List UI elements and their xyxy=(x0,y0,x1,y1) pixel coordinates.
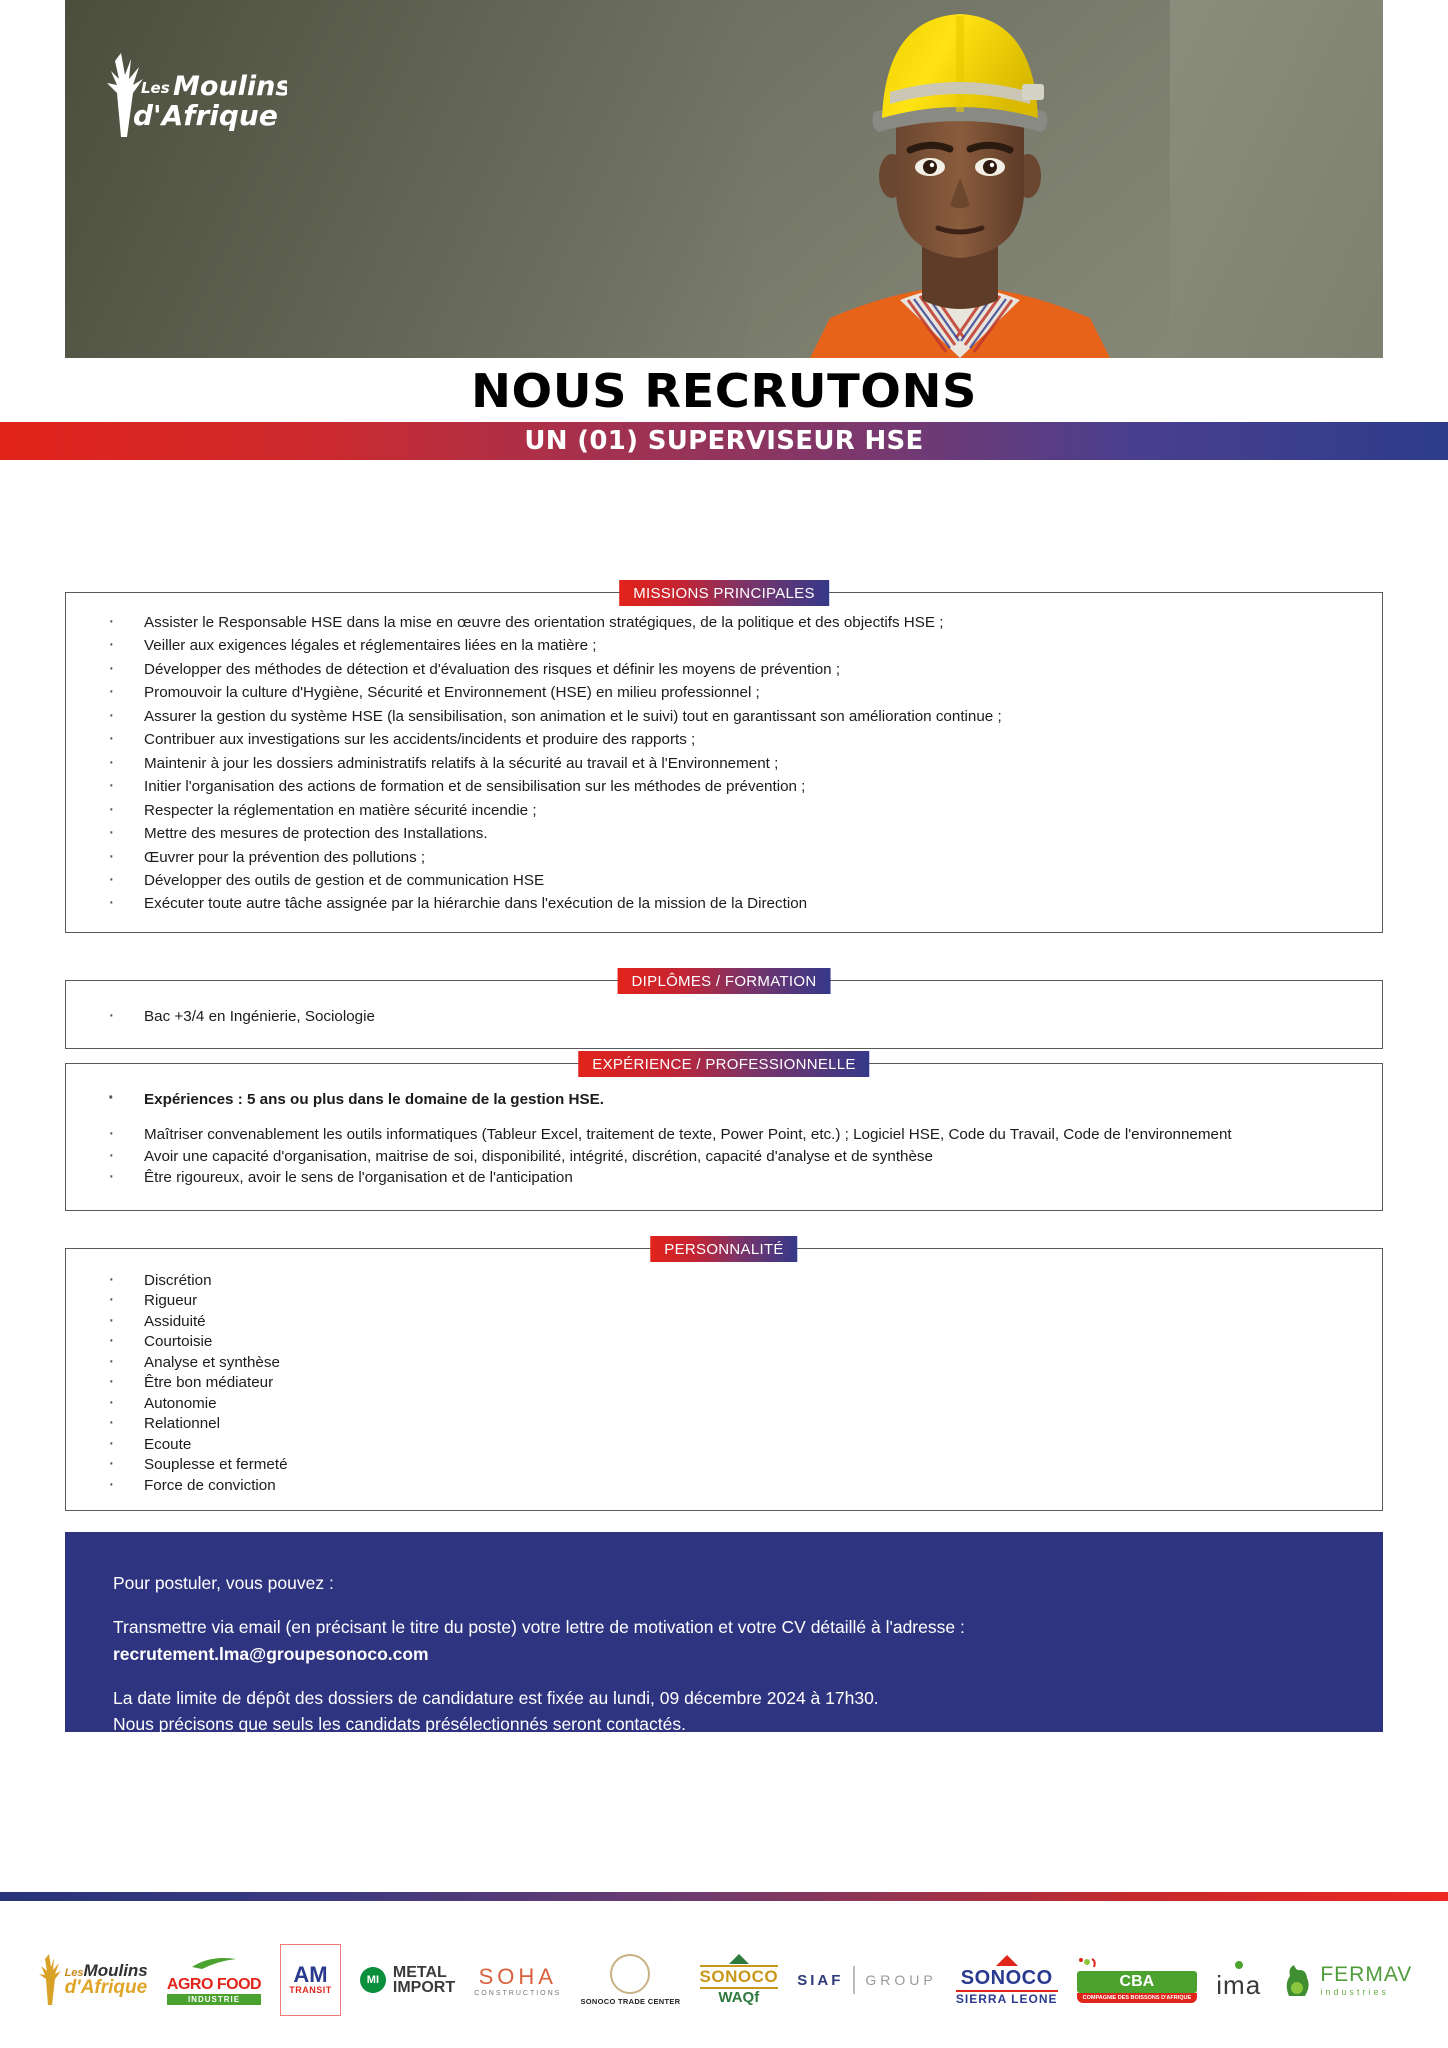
partner-label: d'Afrique xyxy=(64,1977,148,1999)
partner-label: AM xyxy=(293,1962,328,1988)
partner-label: WAQf xyxy=(718,1989,760,2006)
list-item: · Relationnel xyxy=(66,1414,1368,1433)
position-band xyxy=(0,422,1448,460)
partner-label: CONSTRUCTIONS xyxy=(474,1989,562,1997)
partner-label: ima xyxy=(1216,1969,1262,2000)
list-item: · Maîtriser convenablement les outils informatiques (Tableur Excel, traitement de texte, Power Point, etc.) ; Logiciel HSE, Code du Travail, Code de l'environnement xyxy=(66,1125,1368,1144)
title-block xyxy=(0,358,1448,460)
list-item: · Veiller aux exigences légales et réglementaires liées en la matière ; xyxy=(66,636,1368,655)
apply-note: Nous précisons que seuls les candidats présélectionnés seront contactés. xyxy=(113,1714,686,1734)
list-item: · Promouvoir la culture d'Hygiène, Sécurité et Environnement (HSE) en milieu professionnel ; xyxy=(66,683,1368,702)
list-item: · Souplesse et fermeté xyxy=(66,1455,1368,1474)
personnalite-list xyxy=(66,1271,1368,1495)
list-item: · Exécuter toute autre tâche assignée par la hiérarchie dans l'exécution de la mission de la Direction xyxy=(66,894,1368,913)
hero-photo xyxy=(65,0,1383,358)
list-item: · Ecoute xyxy=(66,1435,1368,1454)
partner-label: AGRO FOOD xyxy=(166,1976,262,1993)
svg-text:d'Afrique: d'Afrique xyxy=(133,99,278,132)
partner-logos-row xyxy=(0,1935,1448,2025)
list-item: · Expériences : 5 ans ou plus dans le domaine de la gestion HSE. xyxy=(66,1090,1368,1109)
partner-label: Les xyxy=(64,1966,84,1979)
list-item: · Bac +3/4 en Ingénierie, Sociologie xyxy=(66,1007,1368,1026)
list-item: · Autonomie xyxy=(66,1394,1368,1413)
partner-logo-fermav-industries xyxy=(1280,1944,1412,2016)
svg-text:Les: Les xyxy=(141,79,170,97)
list-item: · Force de conviction xyxy=(66,1476,1368,1495)
partner-logo-les-moulins-dafrique xyxy=(36,1944,148,2016)
partner-label: SONOCO xyxy=(956,1967,1058,1992)
page-title: NOUS RECRUTONS xyxy=(470,364,978,418)
partner-label: SONOCO TRADE CENTER xyxy=(580,1997,681,2006)
list-item: · Rigueur xyxy=(66,1291,1368,1310)
list-item: · Développer des méthodes de détection et d'évaluation des risques et définir les moyens de prévention ; xyxy=(66,660,1368,679)
list-item: · Courtoisie xyxy=(66,1332,1368,1351)
company-logo xyxy=(87,45,287,145)
experience-list xyxy=(66,1090,1368,1188)
partner-label: COMPAGNIE DES BOISSONS D'AFRIQUE xyxy=(1077,1993,1197,2004)
position-title: UN (01) SUPERVISEUR HSE xyxy=(524,426,924,456)
footer-divider xyxy=(0,1892,1448,1901)
missions-list xyxy=(66,613,1368,914)
list-item: · Développer des outils de gestion et de communication HSE xyxy=(66,871,1368,890)
section-label-experience: EXPÉRIENCE / PROFESSIONNELLE xyxy=(578,1051,869,1077)
partner-label: INDUSTRIE xyxy=(167,1994,261,2005)
partner-logo-cba xyxy=(1077,1944,1197,2016)
partner-logo-sonoco-sierra-leone xyxy=(956,1944,1058,2016)
section-experience xyxy=(65,1055,1383,1211)
partner-logo-agro-food xyxy=(167,1944,261,2016)
partner-logo-sonoco-waqf xyxy=(700,1944,779,2016)
list-item: · Œuvrer pour la prévention des pollutions ; xyxy=(66,848,1368,867)
partner-label: industries xyxy=(1320,1987,1389,1997)
list-item: · Analyse et synthèse xyxy=(66,1353,1368,1372)
partner-label: IMPORT xyxy=(392,1979,456,1996)
partner-label: GROUP xyxy=(865,1972,937,1988)
partner-label: Moulins xyxy=(83,1960,148,1980)
list-item: · Discrétion xyxy=(66,1271,1368,1290)
list-item: · Contribuer aux investigations sur les accidents/incidents et produire des rapports ; xyxy=(66,730,1368,749)
worker-illustration xyxy=(750,0,1170,358)
partner-logo-soha-constructions xyxy=(474,1944,561,2016)
apply-instruction: Transmettre via email (en précisant le titre du poste) votre lettre de motivation et votre CV détaillé à l'adresse : xyxy=(113,1617,965,1638)
list-item: · Maintenir à jour les dossiers administratifs relatifs à la sécurité au travail et à l'Environnement ; xyxy=(66,754,1368,773)
section-label-diplomes: DIPLÔMES / FORMATION xyxy=(618,968,831,994)
partner-label: METAL xyxy=(392,1963,447,1981)
section-label-missions: MISSIONS PRINCIPALES xyxy=(619,580,829,606)
list-item: · Mettre des mesures de protection des Installations. xyxy=(66,824,1368,843)
partner-label: CBA xyxy=(1077,1971,1197,1993)
diplomes-list xyxy=(66,1007,1368,1026)
section-diplomes xyxy=(65,972,1383,1049)
partner-logo-siaf-group xyxy=(797,1944,937,2016)
partner-label: SIAF xyxy=(797,1971,844,1989)
list-item: · Assurer la gestion du système HSE (la sensibilisation, son animation et le suivi) tout en garantissant son amélioration continue ; xyxy=(66,707,1368,726)
partner-label: FERMAV xyxy=(1320,1963,1413,1986)
list-item: · Être rigoureux, avoir le sens de l'organisation et de l'anticipation xyxy=(66,1168,1368,1187)
list-item: · Assister le Responsable HSE dans la mise en œuvre des orientation stratégiques, de la politique et des objectifs HSE ; xyxy=(66,613,1368,632)
section-label-personnalite: PERSONNALITÉ xyxy=(650,1236,797,1262)
partner-label: SIERRA LEONE xyxy=(955,1991,1058,2006)
partner-logo-ima xyxy=(1216,1944,1261,2016)
partner-label: SONOCO xyxy=(700,1965,779,1989)
apply-email[interactable]: recrutement.lma@groupesonoco.com xyxy=(113,1643,429,1664)
list-item: · Assiduité xyxy=(66,1312,1368,1331)
partner-label: MI xyxy=(360,1967,386,1993)
list-item: · Respecter la réglementation en matière sécurité incendie ; xyxy=(66,801,1368,820)
apply-intro: Pour postuler, vous pouvez : xyxy=(113,1573,334,1593)
apply-deadline: La date limite de dépôt des dossiers de candidature est fixée au lundi, 09 décembre 2024 à 17h30. xyxy=(113,1687,879,1708)
svg-text:Moulins: Moulins xyxy=(173,71,287,102)
section-missions xyxy=(65,584,1383,933)
list-item: · Être bon médiateur xyxy=(66,1373,1368,1392)
partner-logo-am-transit xyxy=(280,1944,341,2016)
list-item: · Initier l'organisation des actions de formation et de sensibilisation sur les méthodes de prévention ; xyxy=(66,777,1368,796)
partner-label: TRANSIT xyxy=(289,1984,332,1995)
apply-instructions-box xyxy=(65,1532,1383,1732)
partner-logo-sonoco-trade-center xyxy=(581,1944,681,2016)
list-item: · Avoir une capacité d'organisation, maitrise de soi, disponibilité, intégrité, discrétion, capacité d'analyse et de synthèse xyxy=(66,1147,1368,1166)
section-personnalite xyxy=(65,1240,1383,1511)
partner-logo-metal-import xyxy=(360,1944,455,2016)
partner-label: SOHA xyxy=(478,1963,557,1989)
